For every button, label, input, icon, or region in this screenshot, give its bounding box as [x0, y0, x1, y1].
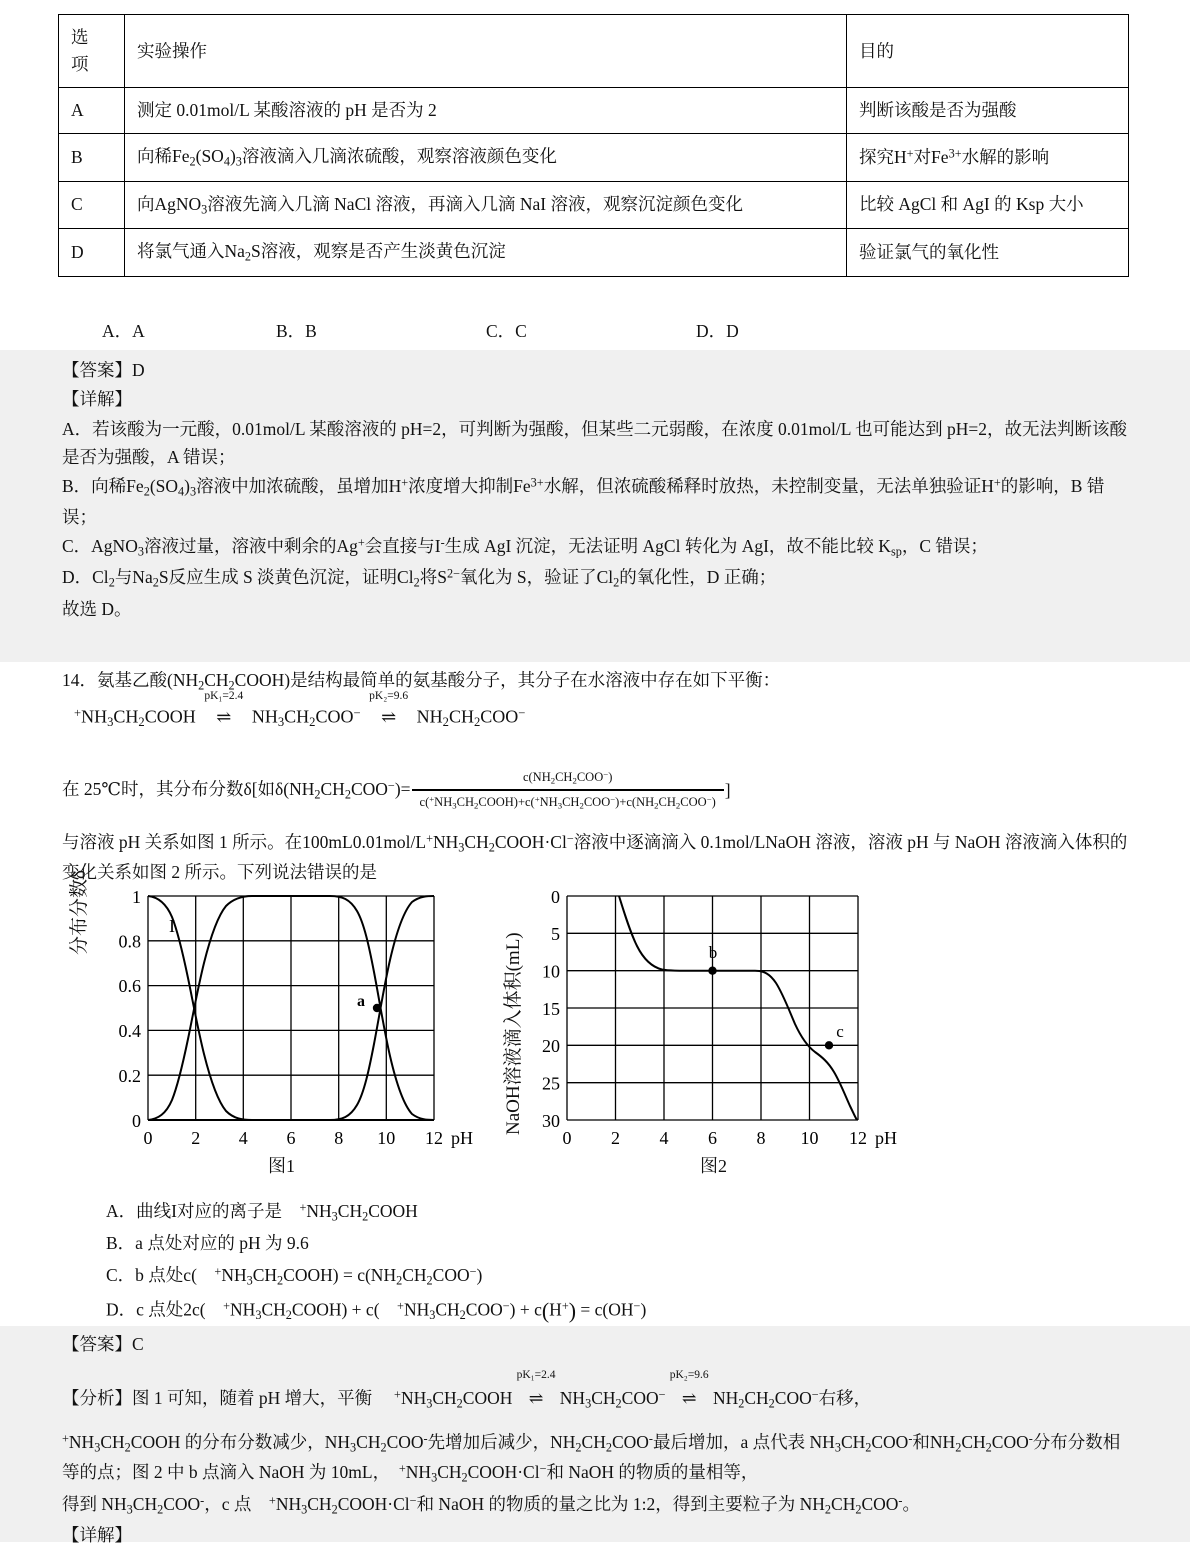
detail-line-final: 故选 D。 [62, 598, 132, 619]
chart2-y-ticks [542, 890, 560, 1131]
svg-text:0: 0 [132, 1111, 141, 1131]
species-2: $NH_3CH_2COO^-$ [251, 706, 361, 730]
row-operation: 将氯气通入$Na_2S$溶液，观察是否产生淡黄色沉淀 [125, 229, 847, 276]
delta-fraction [412, 768, 724, 812]
experiment-table [58, 14, 1129, 277]
equilibrium-arrow-1: pK₁=2.4 ⇌ [204, 689, 244, 727]
row-operation: 向稀$Fe_2(SO_4)_3$溶液滴入几滴浓硫酸，观察溶液颜色变化 [125, 134, 847, 181]
svg-text:0: 0 [143, 1128, 153, 1148]
svg-text:20: 20 [542, 1036, 560, 1056]
table-row [59, 134, 1129, 181]
delta-definition [62, 768, 1132, 812]
chart1-grid [148, 896, 434, 1120]
row-operation: 向AgNO$_3$溶液先滴入几滴 NaCl 溶液，再滴入几滴 NaI 溶液，观察沉淀颜色变化 [125, 181, 847, 228]
svg-text:0.6: 0.6 [118, 976, 141, 996]
svg-text:10: 10 [542, 961, 560, 982]
chart2-y-axis-label: NaOH溶液滴入体积(mL) [503, 932, 524, 1135]
row-option: A [59, 88, 125, 134]
choice-d[interactable]: D．D [696, 321, 739, 341]
analysis-line-1: $^+NH_3CH_2COOH$ 的分布分数减少，$NH_3CH_2COO^-$先增加后减少，$NH_2CH_2COO^-$最后增加，a 点代表 $NH_3CH_2COO^-$和$NH_2CH_2COO^-$分布分数相等的点；图 2 中 b 点滴入 NaOH 为 10mL， $^+NH_3CH_2COOH\cdot Cl^-$和 NaOH 的物质的量相等， [62, 1431, 1121, 1485]
row-option: C [59, 181, 125, 228]
svg-text:30: 30 [542, 1111, 560, 1131]
chart1-y-ticks [119, 890, 142, 1131]
svg-text:25: 25 [542, 1073, 560, 1094]
chart2-point-b-marker [708, 967, 716, 975]
answer-label-14: 【答案】C [62, 1334, 144, 1354]
svg-text:10: 10 [800, 1128, 819, 1148]
choice-a[interactable]: A．A [102, 321, 145, 341]
svg-text:0.4: 0.4 [118, 1021, 141, 1041]
chart1-caption: 图1 [268, 1156, 295, 1176]
delta-prefix: 在 25℃时，其分布分数δ[如$\delta(NH_2CH_2COO^-)=$ [62, 778, 411, 802]
pk2-label: pK₂=9.6 [369, 689, 409, 702]
svg-text:6: 6 [708, 1128, 717, 1148]
detail-line-d: D．$Cl_2$与$Na_2S$反应生成 S 淡黄色沉淀，证明$Cl_2$将$S^{2-}$氧化为 S，验证了$Cl_2$的氧化性，D 正确； [62, 566, 777, 590]
svg-text:0.8: 0.8 [118, 931, 141, 952]
analysis-pk2: pK₂=9.6 [669, 1369, 709, 1382]
species-1: $^+NH_3CH_2COOH$ [74, 706, 196, 730]
row-option: D [59, 229, 125, 276]
svg-text:4: 4 [659, 1128, 669, 1148]
chart2-x-ticks [563, 1128, 868, 1148]
header-operation: 实验操作 [125, 15, 847, 88]
detail-line-c: C．AgNO$_3$溶液过量，溶液中剩余的Ag+会直接与I-生成 AgI 沉淀，无法证明 AgCl 转化为 AgI，故不能比较 $K_{sp}$，C 错误； [62, 535, 988, 559]
table-row [59, 181, 1129, 228]
species-3: $NH_2CH_2COO^-$ [416, 706, 526, 730]
svg-text:0: 0 [551, 890, 560, 907]
row-option: B [59, 134, 125, 181]
chart-2 [542, 890, 897, 1148]
question-14-stem: 14．氨基乙酸$(NH_2CH_2COOH)$是结构最简单的氨基酸分子，其分子在水溶液中存在如下平衡： [62, 670, 781, 693]
svg-text:1: 1 [132, 890, 141, 907]
svg-text:15: 15 [542, 999, 560, 1019]
table-row [59, 229, 1129, 276]
delta-suffix: ] [724, 779, 731, 800]
chart2-point-c-marker [825, 1041, 833, 1049]
row-goal: 比较 AgCl 和 AgI 的 Ksp 大小 [847, 181, 1129, 228]
row-goal: 探究H+对$Fe^{3+}$水解的影响 [847, 134, 1129, 181]
chart1-point-a-marker [373, 1004, 381, 1012]
svg-text:0.2: 0.2 [118, 1066, 141, 1086]
fraction-numerator: $c(NH_2CH_2COO^-)$ [522, 769, 613, 786]
answer-block-14 [62, 1330, 1128, 1550]
svg-text:2: 2 [611, 1128, 620, 1148]
chart-1 [119, 890, 474, 1148]
svg-text:4: 4 [238, 1128, 248, 1148]
row-operation: 测定 0.01mol/L 某酸溶液的 pH 是否为 2 [125, 88, 847, 134]
header-option: 选 项 [59, 15, 125, 88]
svg-text:8: 8 [334, 1128, 344, 1148]
q14-option-a[interactable]: A．曲线I对应的离子是 $^+NH_3CH_2COOH$ [106, 1200, 418, 1224]
equilibrium-equation [74, 689, 526, 730]
chart2-x-axis-label: pH [875, 1128, 897, 1148]
q14-option-c[interactable]: C．b 点处c( $^+NH_3CH_2COOH) = c(NH_2CH_2COO^-)$ [106, 1264, 483, 1288]
chart1-x-axis-label: pH [451, 1128, 473, 1148]
svg-text:12: 12 [849, 1128, 867, 1148]
svg-text:8: 8 [756, 1128, 766, 1148]
answer-label-13: 【答案】D [62, 360, 145, 380]
svg-text:2: 2 [191, 1128, 201, 1148]
choice-c[interactable]: C．C [486, 321, 527, 341]
fraction-denominator: $c(^+NH_3CH_2COOH)+c(^+NH_3CH_2COO^-)+c(NH_2CH_2COO^-)$ [412, 789, 724, 813]
analysis-line-head: 【分析】图 1 可知，随着 pH 增大，平衡 $^+NH_3CH_2COOH$ pK₁=2.4 ⇌ $NH_3CH_2COO^-$ pK₂=9.6 ⇌ $NH_2CH_2COO^-$右移， [62, 1382, 1128, 1416]
detail-line-b: B．向稀$Fe_2(SO_4)_3$溶液中加浓硫酸，虽增加H+浓度增大抑制$Fe^{3+}$水解，但浓硫酸稀释时放热，未控制变量，无法单独验证H+的影响，B 错误； [62, 475, 1105, 527]
chart2-grid [567, 896, 858, 1120]
svg-text:0: 0 [562, 1128, 572, 1148]
row-goal: 验证氯气的氧化性 [847, 229, 1129, 276]
svg-text:5: 5 [551, 924, 560, 944]
choices-row-13 [58, 318, 1128, 346]
chart1-y-axis-label: 分布分数δ [69, 870, 90, 955]
detail-line-a: A．若该酸为一元酸，0.01mol/L 某酸溶液的 pH=2，可判断为强酸，但某些二元弱酸，在浓度 0.01mol/L 也可能达到 pH=2，故无法判断该酸是否为强酸，A 错误； [62, 418, 1128, 468]
svg-text:6: 6 [286, 1128, 296, 1148]
table-row [59, 88, 1129, 134]
detail-label-13: 【详解】 [62, 389, 132, 410]
table-header-row [59, 15, 1129, 88]
charts-svg [0, 890, 1190, 1180]
svg-text:10: 10 [377, 1128, 396, 1148]
chart1-curve-label-I: I [169, 916, 175, 936]
detail-label-14: 【详解】 [62, 1524, 132, 1545]
question-14-options [62, 1196, 1132, 1331]
experiment-table-wrapper [58, 14, 1128, 277]
q14-option-b[interactable]: B．a 点处对应的 pH 为 9.6 [106, 1232, 309, 1253]
q14-option-d[interactable]: D．c 点处2c( $^+NH_3CH_2COOH) + c$( $^+NH_3CH_2COO^-) + c(H^+) = c(OH^-)$ [106, 1298, 647, 1323]
header-goal: 目的 [847, 15, 1129, 88]
question-14-para2: 与溶液 pH 关系如图 1 所示。在$100mL0.01mol/L^+NH_3CH_2COOH\cdot Cl^-$溶液中逐滴滴入 0.1mol/LNaOH 溶液，溶液 pH 与 NaOH 溶液滴入体积的变化关系如图 2 所示。下列说法错误的是 [62, 831, 1128, 883]
answer-block-13 [62, 356, 1128, 624]
analysis-pk1: pK₁=2.4 [516, 1369, 556, 1382]
chart2-point-c-label: c [836, 1022, 844, 1041]
analysis-line-2: 得到 $NH_3CH_2COO^-$，c 点 $^+NH_3CH_2COOH\cdot Cl^-$和 NaOH 的物质的量之比为 1:2，得到主要粒子为 $NH_2CH_2COO^-$。 [62, 1493, 920, 1516]
row-goal: 判断该酸是否为强酸 [847, 88, 1129, 134]
svg-text:12: 12 [425, 1128, 443, 1148]
equilibrium-arrow-2: pK₂=9.6 ⇌ [369, 689, 409, 727]
choice-b[interactable]: B．B [276, 321, 317, 341]
chart2-caption: 图2 [700, 1156, 727, 1176]
chart2-point-b-label: b [708, 943, 718, 962]
pk1-label: pK₁=2.4 [204, 689, 244, 702]
chart1-point-a-label: a [357, 993, 365, 1010]
chart1-x-ticks [144, 1128, 444, 1148]
